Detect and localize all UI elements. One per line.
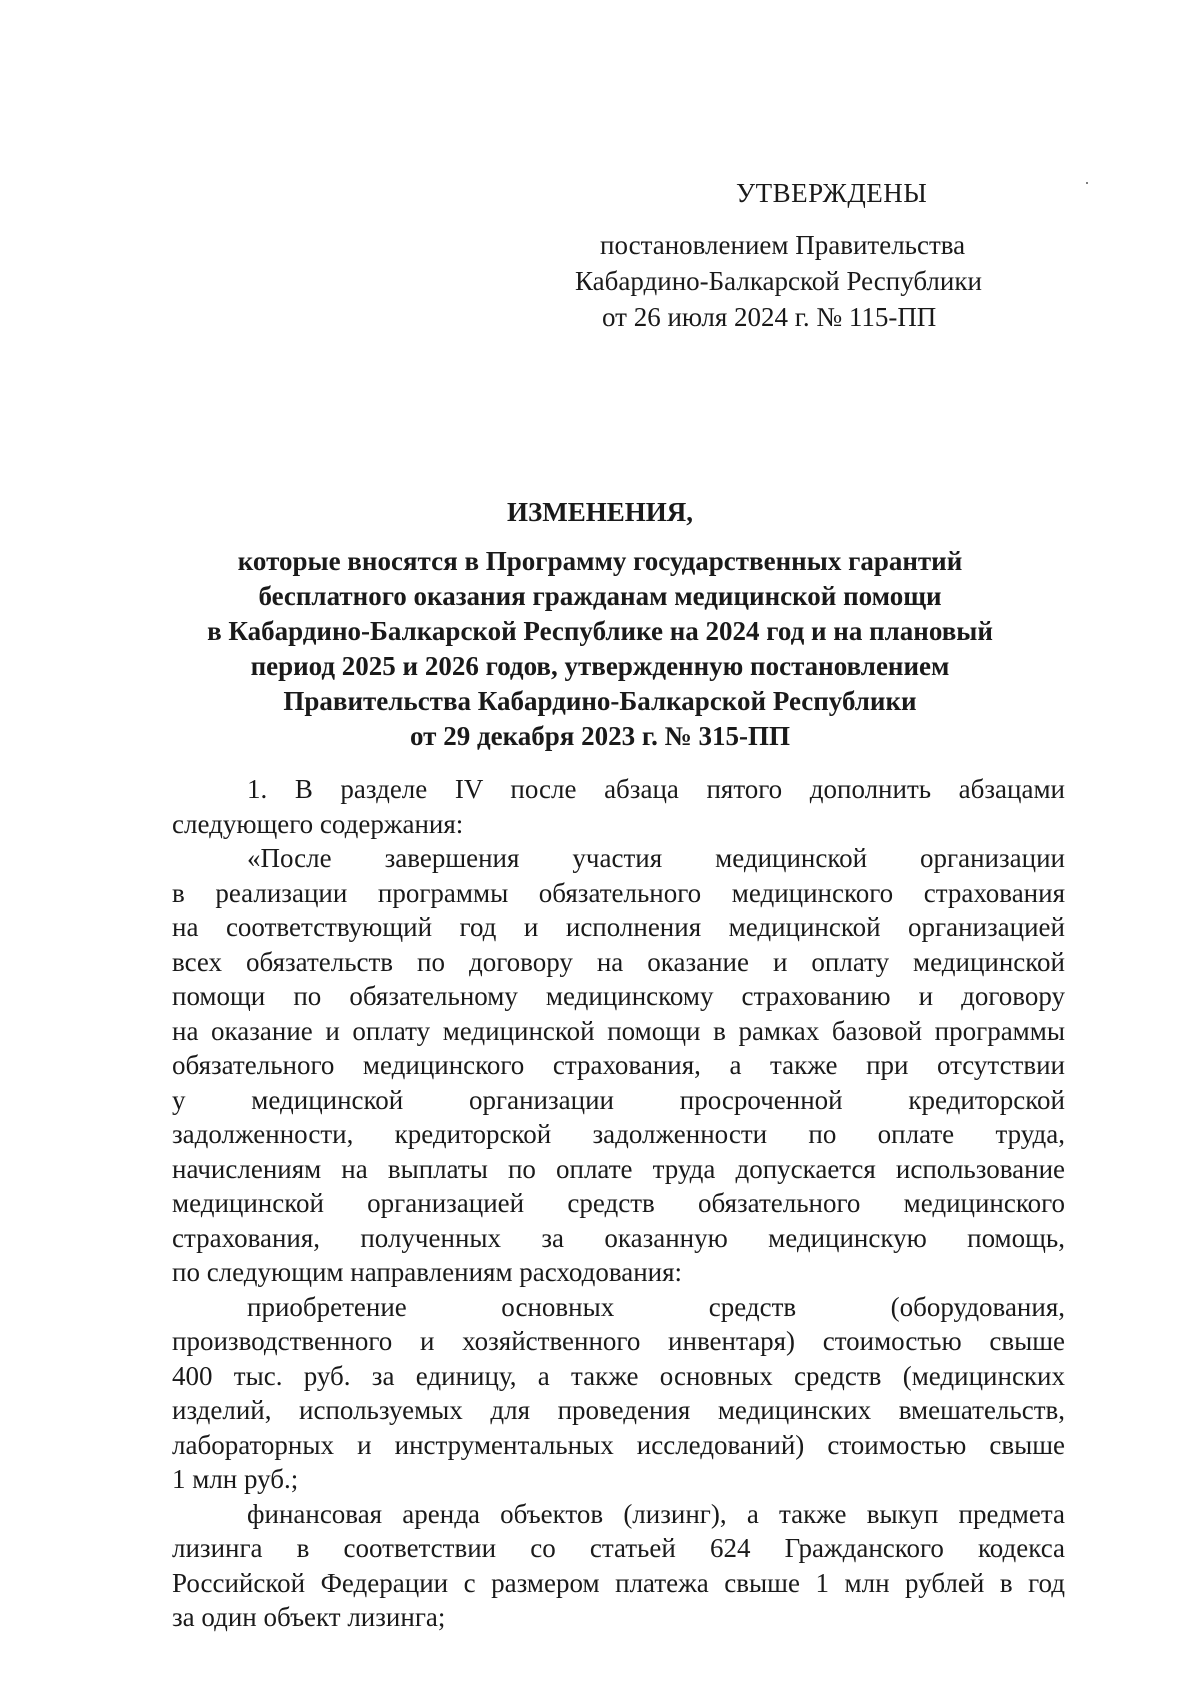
heading-line: в Кабардино-Балкарской Республике на 2024 год и на плановый — [207, 616, 993, 646]
heading-line: период 2025 и 2026 годов, утвержденную постановлением — [250, 651, 950, 681]
body-line: лабораторных и инструментальных исследований) стоимостью свыше — [172, 1429, 1065, 1460]
body-line: 400 тыс. руб. за единицу, а также основных средств (медицинских — [172, 1360, 1065, 1391]
body-line: помощи по обязательному медицинскому страхованию и договору — [172, 981, 1065, 1011]
approval-title: УТВЕРЖДЕНЫ — [736, 178, 928, 208]
heading-line: бесплатного оказания гражданам медицинской помощи — [258, 581, 942, 611]
body-line: задолженности, кредиторской задолженности по оплате труда, — [172, 1119, 1065, 1149]
body-line: обязательного медицинского страхования, а также при отсутствии — [172, 1050, 1065, 1080]
body-line: за один объект лизинга; — [172, 1602, 446, 1632]
body-line: 1. В разделе IV после абзаца пятого дополнить абзацами — [247, 774, 1065, 804]
body-line: начислениям на выплаты по оплате труда допускается использование — [172, 1153, 1065, 1184]
body-line: страхования, полученных за оказанную медицинскую помощь, — [172, 1222, 1065, 1253]
body-line: всех обязательств по договору на оказание и оплату медицинской — [172, 946, 1065, 977]
body-line: лизинга в соответствии со статьей 624 Гражданского кодекса — [172, 1533, 1065, 1563]
document-body — [172, 772, 1065, 1635]
body-line: следующего содержания: — [172, 808, 464, 839]
heading-line: Правительства Кабардино-Балкарской Республики — [283, 686, 917, 716]
body-line: 1 млн руб.; — [172, 1464, 299, 1494]
body-line: изделий, используемых для проведения медицинских вмешательств, — [172, 1395, 1065, 1425]
body-line: на оказание и оплату медицинской помощи в рамках базовой программы — [172, 1015, 1065, 1046]
heading-title: ИЗМЕНЕНИЯ, — [506, 497, 693, 527]
body-line: «После завершения участия медицинской организации — [247, 843, 1065, 873]
body-line: финансовая аренда объектов (лизинг), а также выкуп предмета — [247, 1498, 1065, 1529]
approval-line-3: от 26 июля 2024 г. № 115-ПП — [602, 302, 937, 332]
heading-line: которые вносятся в Программу государственных гарантий — [237, 546, 963, 576]
body-line: на соответствующий год и исполнения медицинской организацией — [172, 912, 1065, 942]
approval-line-1: постановлением Правительства — [600, 230, 966, 260]
body-line: у медицинской организации просроченной кредиторской — [172, 1084, 1065, 1115]
scan-speck — [1086, 182, 1088, 184]
body-line: по следующим направлениям расходования: — [172, 1257, 683, 1287]
body-line: производственного и хозяйственного инвентаря) стоимостью свыше — [172, 1326, 1065, 1356]
approval-line-2: Кабардино-Балкарской Республики — [575, 266, 982, 296]
heading-line: от 29 декабря 2023 г. № 315-ПП — [410, 721, 790, 751]
body-line: приобретение основных средств (оборудования, — [247, 1291, 1065, 1322]
body-line: в реализации программы обязательного медицинского страхования — [172, 877, 1065, 908]
body-line: медицинской организацией средств обязательного медицинского — [172, 1188, 1065, 1218]
document-heading — [160, 495, 1040, 754]
body-line: Российской Федерации с размером платежа свыше 1 млн рублей в год — [172, 1567, 1065, 1598]
